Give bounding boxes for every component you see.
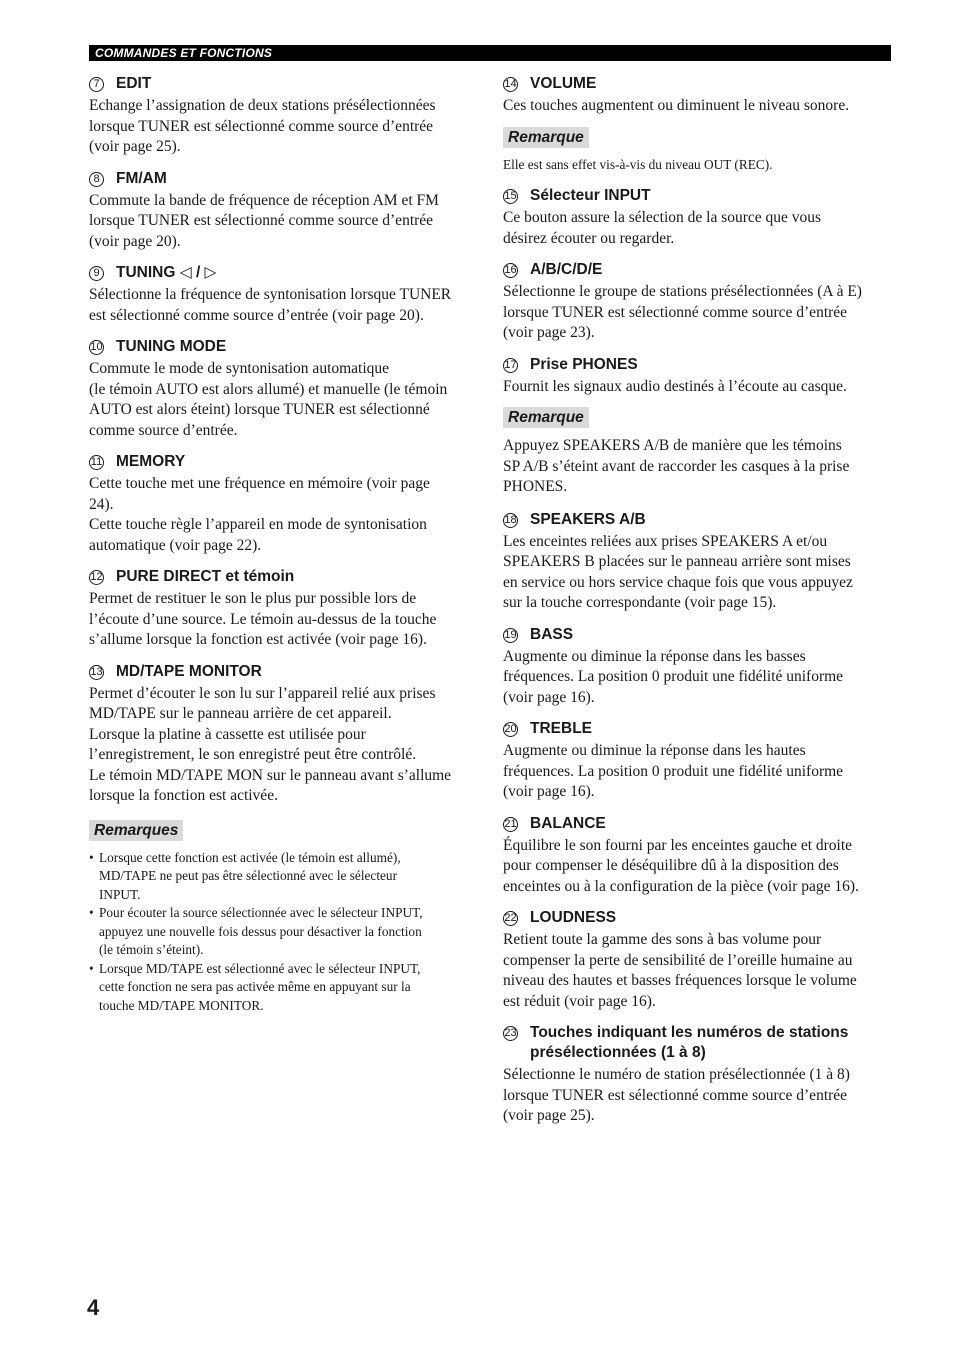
item-title: TUNING ◁ / ▷ <box>116 264 217 281</box>
item-title: Touches indiquant les numéros de stations présélectionnées (1 à 8) <box>530 1024 849 1061</box>
item-description: Sélectionne la fréquence de syntonisation lorsque TUNER est sélectionné comme source d’entrée (voir page 20). <box>89 286 452 324</box>
remark-text: Appuyez SPEAKERS A/B de manière que les témoins SP A/B s’éteint avant de raccorder les casques à la prise PHONES. <box>503 437 850 495</box>
item-description: Augmente ou diminue la réponse dans les hautes fréquences. La position 0 produit une fidélité uniforme (voir page 16). <box>503 742 844 800</box>
item-description: Commute la bande de fréquence de réception AM et FM lorsque TUNER est sélectionné comme source d’entrée (voir page 20). <box>89 191 439 250</box>
item-number: 7 <box>89 77 104 92</box>
item-volume <box>503 74 895 117</box>
item-pure-direct <box>89 567 481 651</box>
list-item: • Lorsque MD/TAPE est sélectionné avec le sélecteur INPUT, cette fonction ne sera pas activée même en appuyant sur la touche MD/TAPE MONITOR. <box>89 960 481 1016</box>
list-item: • Pour écouter la source sélectionnée avec le sélecteur INPUT, appuyez une nouvelle fois dessus pour désactiver la fonction (le témoin s’éteint). <box>89 904 481 960</box>
item-title: VOLUME <box>530 75 597 92</box>
item-description: Sélectionne le numéro de station présélectionnée (1 à 8) lorsque TUNER est sélectionné comme source d’entrée (voir page 25). <box>503 1066 850 1124</box>
item-description: Ce bouton assure la sélection de la source que vous désirez écouter ou regarder. <box>503 209 822 247</box>
item-title: Prise PHONES <box>530 355 638 373</box>
item-description: Sélectionne le groupe de stations présélectionnées (A à E) lorsque TUNER est sélectionné comme source d’entrée (voir page 23). <box>503 283 862 341</box>
item-description: Permet d’écouter le son lu sur l’appareil relié aux prises MD/TAPE sur le panneau arrière de cet appareil. Lorsque la platine à cassette est utilisée pour l’enregistrement, le son enregistré peut être contrôlé. Le témoin MD/TAPE MON sur le panneau avant s’allume lorsque la fonction est activée. <box>89 684 452 804</box>
item-title: LOUDNESS <box>530 909 617 926</box>
item-memory <box>89 452 481 556</box>
right-column <box>503 74 895 1138</box>
item-number: 9 <box>89 266 104 281</box>
item-number: 20 <box>504 723 517 735</box>
item-title: MD/TAPE MONITOR <box>116 662 262 680</box>
remark-phones <box>503 405 895 498</box>
item-tuning <box>89 263 481 326</box>
item-title: FM/AM <box>116 169 167 187</box>
item-number: 8 <box>89 172 104 187</box>
item-bass <box>503 625 895 709</box>
item-title: BASS <box>530 625 574 643</box>
list-item: • Lorsque cette fonction est activée (le témoin est allumé), MD/TAPE ne peut pas être sélectionné avec le sélecteur INPUT. <box>89 849 481 905</box>
item-title: A/B/C/D/E <box>530 261 603 278</box>
remark-label: Remarque <box>503 127 589 148</box>
remark-label: Remarque <box>503 407 589 428</box>
section-header-bar: COMMANDES ET FONCTIONS <box>89 45 891 61</box>
item-number: 10 <box>90 341 103 353</box>
item-number: 17 <box>504 358 517 371</box>
item-tuning-mode <box>89 337 481 441</box>
item-input-selector <box>503 186 895 249</box>
left-column <box>89 74 481 1027</box>
item-title: EDIT <box>116 75 152 92</box>
item-description: Retient toute la gamme des sons à bas volume pour compenser la perte de sensibilité de l’oreille humaine au niveau des hautes et basses fréquences lorsque le volume est réduit (voir page 16). <box>503 931 857 1010</box>
remarks-list <box>89 849 481 1016</box>
item-balance <box>503 814 895 898</box>
item-number: 15 <box>504 190 517 202</box>
item-title: MEMORY <box>116 453 186 470</box>
item-title: TREBLE <box>530 720 592 737</box>
remarks-block <box>89 818 481 1016</box>
item-description: Echange l’assignation de deux stations présélectionnées lorsque TUNER est sélectionné comme source d’entrée (voir page 25). <box>89 97 436 155</box>
item-title: BALANCE <box>530 814 606 832</box>
item-preset-keys <box>503 1023 895 1127</box>
item-title: SPEAKERS A/B <box>530 510 646 528</box>
item-treble <box>503 719 895 803</box>
item-description: Équilibre le son fourni par les enceintes gauche et droite pour compenser le déséquilibre dû à la disposition des enceintes ou à la configuration de la pièce (voir page 16). <box>503 836 859 895</box>
item-number: 14 <box>504 78 517 90</box>
item-description: Ces touches augmentent ou diminuent le niveau sonore. <box>503 97 850 114</box>
item-number: 18 <box>504 513 517 526</box>
item-title: PURE DIRECT et témoin <box>116 568 295 585</box>
item-number: 16 <box>504 264 517 276</box>
item-speakers-ab <box>503 510 895 614</box>
item-md-tape-monitor <box>89 662 481 807</box>
item-number: 22 <box>504 912 517 924</box>
item-loudness <box>503 908 895 1012</box>
page-number: 4 <box>87 1295 100 1320</box>
remarks-label: Remarques <box>89 820 183 841</box>
item-number: 19 <box>504 628 517 641</box>
item-title: Sélecteur INPUT <box>530 187 651 204</box>
item-description: Augmente ou diminue la réponse dans les basses fréquences. La position 0 produit une fidélité uniforme (voir page 16). <box>503 647 844 706</box>
item-description: Les enceintes reliées aux prises SPEAKERS A et/ou SPEAKERS B placées sur le panneau arrière sont mises en service ou hors service chaque fois que vous appuyez sur la touche correspondante (voir page 15). <box>503 532 853 611</box>
item-number: 21 <box>504 817 517 830</box>
item-fm-am <box>89 169 481 253</box>
item-title: TUNING MODE <box>116 338 227 355</box>
item-edit <box>89 74 481 158</box>
item-number: 11 <box>90 456 103 468</box>
item-description: Permet de restituer le son le plus pur possible lors de l’écoute d’une source. Le témoin au-dessus de la touche s’allume lorsque la fonction est activée (voir page 16). <box>89 590 437 648</box>
item-number: 12 <box>90 571 103 583</box>
item-description: Fournit les signaux audio destinés à l’écoute au casque. <box>503 377 847 395</box>
item-abcde <box>503 260 895 344</box>
item-number: 23 <box>504 1027 517 1039</box>
item-number: 13 <box>90 665 103 678</box>
item-phones-jack <box>503 355 895 398</box>
remark-text: Elle est sans effet vis-à-vis du niveau OUT (REC). <box>503 156 773 172</box>
item-description: Commute le mode de syntonisation automatique (le témoin AUTO est alors allumé) et manuelle (le témoin AUTO est alors éteint) lorsque TUNER est sélectionné comme source d’entrée. <box>89 360 448 439</box>
item-description: Cette touche met une fréquence en mémoire (voir page 24). Cette touche règle l’appareil en mode de syntonisation automatique (voir page 22). <box>89 475 430 554</box>
remark-volume <box>503 125 895 175</box>
